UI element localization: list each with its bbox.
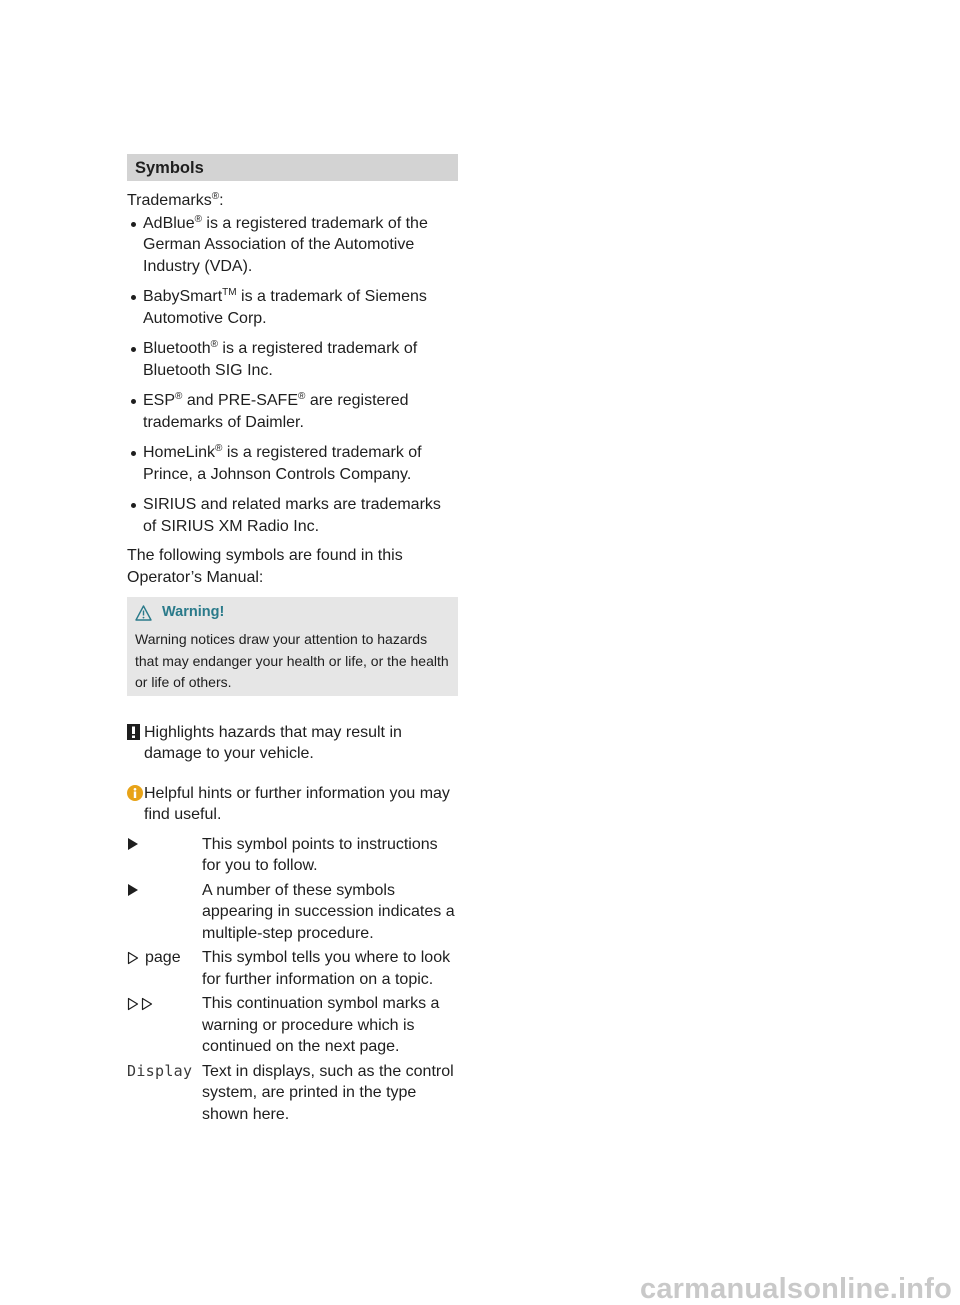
symbol-row-instruction xyxy=(127,834,458,877)
bullet-icon xyxy=(131,347,136,352)
symbol-row-continuation xyxy=(127,993,458,1058)
warning-text: Warning notices draw your attention to hazards that may endanger your health or life, or the health or life of others. xyxy=(135,631,449,690)
section-title-bar xyxy=(127,154,458,181)
list-item: BabySmart™ is a trademark of Siemens Automotive Corp. xyxy=(127,286,458,329)
symbol-description: Text in displays, such as the control system, are printed in the type shown here. xyxy=(202,1062,454,1123)
trademarks-heading: Trademarks®: xyxy=(127,191,224,209)
section-title: Symbols xyxy=(135,159,204,177)
warning-triangle-icon xyxy=(135,605,152,621)
symbol-description: This symbol tells you where to look for further information on a topic. xyxy=(202,949,451,988)
instruction-arrow-icon xyxy=(127,883,139,897)
info-note-text: Helpful hints or further information you may find useful. xyxy=(144,784,450,823)
info-icon xyxy=(127,785,143,801)
hazard-note-text: Highlights hazards that may result in damage to your vehicle. xyxy=(144,723,402,762)
bullet-icon xyxy=(131,295,136,300)
warning-title: Warning! xyxy=(162,604,225,621)
warning-header xyxy=(135,603,450,623)
list-item: HomeLink® is a registered trademark of Prince, a Johnson Controls Company. xyxy=(127,442,458,485)
page-reference-icon xyxy=(127,951,139,965)
symbol-row-page-reference xyxy=(127,947,458,990)
intro-paragraph: The following symbols are found in this Operator’s Manual: xyxy=(127,547,403,586)
list-item: ESP® and PRE-SAFE® are registered trademarks of Daimler. xyxy=(127,390,458,433)
watermark: carmanualsonline.info xyxy=(640,1272,952,1305)
bullet-icon xyxy=(131,451,136,456)
trademark-list xyxy=(127,213,458,538)
page-label: page xyxy=(145,949,181,966)
bullet-icon xyxy=(131,503,136,508)
list-item: Bluetooth® is a registered trademark of Bluetooth SIG Inc. xyxy=(127,338,458,381)
bullet-icon xyxy=(131,399,136,404)
continuation-icon xyxy=(127,997,155,1011)
symbol-row-multistep xyxy=(127,880,458,945)
hazard-note xyxy=(127,722,458,765)
list-item: SIRIUS and related marks are trademarks of SIRIUS XM Radio Inc. xyxy=(127,494,458,537)
list-item: AdBlue® is a registered trademark of the German Association of the Automotive Industry (VDA). xyxy=(127,213,458,278)
symbol-description: A number of these symbols appearing in succession indicates a multiple-step procedure. xyxy=(202,881,455,942)
instruction-arrow-icon xyxy=(127,837,139,851)
warning-box xyxy=(127,597,458,696)
display-font-sample: Display xyxy=(127,1061,193,1080)
symbol-row-display xyxy=(127,1061,458,1126)
bullet-icon xyxy=(131,222,136,227)
symbols-page-column xyxy=(127,154,458,1125)
symbol-description: This continuation symbol marks a warning or procedure which is continued on the next page. xyxy=(202,995,440,1055)
exclamation-icon xyxy=(127,724,140,740)
symbol-description: This symbol points to instructions for you to follow. xyxy=(202,835,438,874)
info-note xyxy=(127,783,458,826)
